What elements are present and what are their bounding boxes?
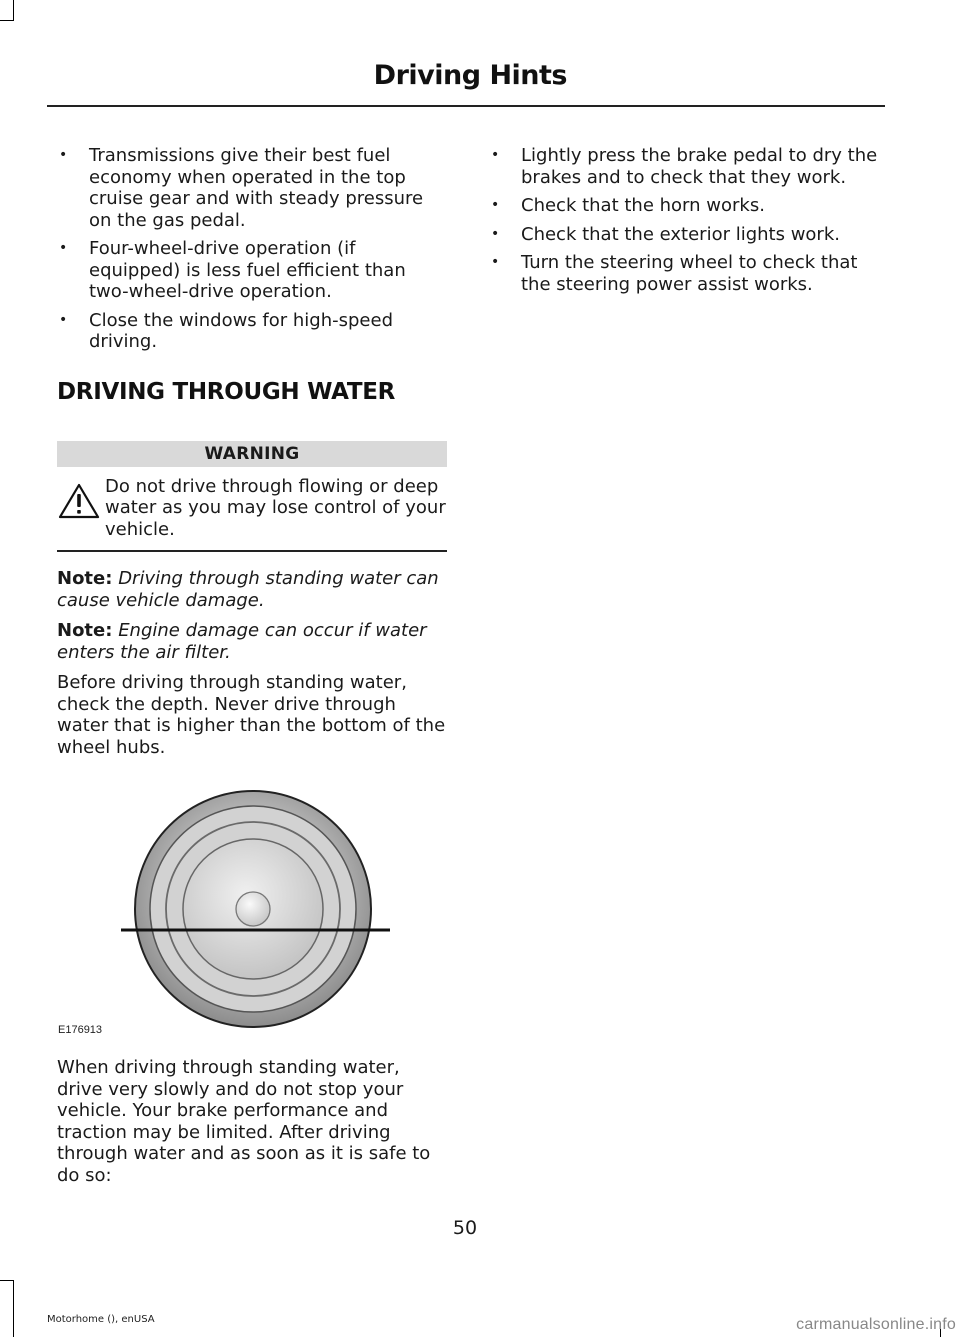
warning-box bbox=[57, 441, 447, 553]
note-text: Driving through standing water can cause vehicle damage. bbox=[57, 568, 439, 611]
list-item: • Close the windows for high-speed driving. bbox=[57, 310, 447, 353]
crop-mark bbox=[13, 0, 14, 20]
note bbox=[57, 620, 447, 663]
list-item: • Four-wheel-drive operation (if equipped) is less fuel efficient than two-wheel-drive operation. bbox=[57, 238, 447, 303]
warning-triangle-icon bbox=[57, 476, 105, 541]
note-label: Note: bbox=[57, 620, 113, 641]
header-divider bbox=[47, 105, 885, 107]
note-label: Note: bbox=[57, 568, 113, 589]
note bbox=[57, 568, 447, 611]
page-number: 50 bbox=[452, 1217, 478, 1239]
section-heading: DRIVING THROUGH WATER bbox=[57, 378, 396, 405]
note-text: Engine damage can occur if water enters the air filter. bbox=[57, 620, 427, 663]
crop-mark bbox=[0, 20, 14, 21]
after-water-checklist bbox=[489, 145, 881, 295]
warning-label: WARNING bbox=[57, 441, 447, 467]
crop-mark bbox=[13, 1280, 14, 1337]
page-title: Driving Hints bbox=[373, 60, 567, 91]
water-depth-paragraph: Before driving through standing water, check the depth. Never drive through water that is higher than the bottom of the wheel hubs. bbox=[57, 672, 446, 758]
after-water-paragraph: When driving through standing water, drive very slowly and do not stop your vehicle. Your brake performance and traction may be limited. After driving through water and as soon as it is safe to do so: bbox=[57, 1057, 431, 1186]
list-item: • Turn the steering wheel to check that the steering power assist works. bbox=[489, 252, 881, 295]
figure-code: E176913 bbox=[58, 1024, 103, 1036]
list-item: • Check that the horn works. bbox=[489, 195, 881, 217]
left-column bbox=[57, 145, 447, 1186]
list-item: • Lightly press the brake pedal to dry the brakes and to check that they work. bbox=[489, 145, 881, 188]
list-item: • Transmissions give their best fuel economy when operated in the top cruise gear and with steady pressure on the gas pedal. bbox=[57, 145, 447, 231]
wheel-hub-water-level-icon bbox=[57, 770, 447, 1045]
wheel-figure bbox=[57, 770, 447, 1045]
fuel-economy-list bbox=[57, 145, 447, 353]
list-item: • Check that the exterior lights work. bbox=[489, 224, 881, 246]
document-info: Motorhome (), enUSA bbox=[47, 1314, 155, 1325]
warning-text: Do not drive through flowing or deep water as you may lose control of your vehicle. bbox=[105, 475, 446, 540]
watermark: carmanualsonline.info bbox=[796, 1316, 956, 1333]
crop-mark bbox=[0, 1280, 14, 1281]
right-column bbox=[489, 145, 881, 302]
